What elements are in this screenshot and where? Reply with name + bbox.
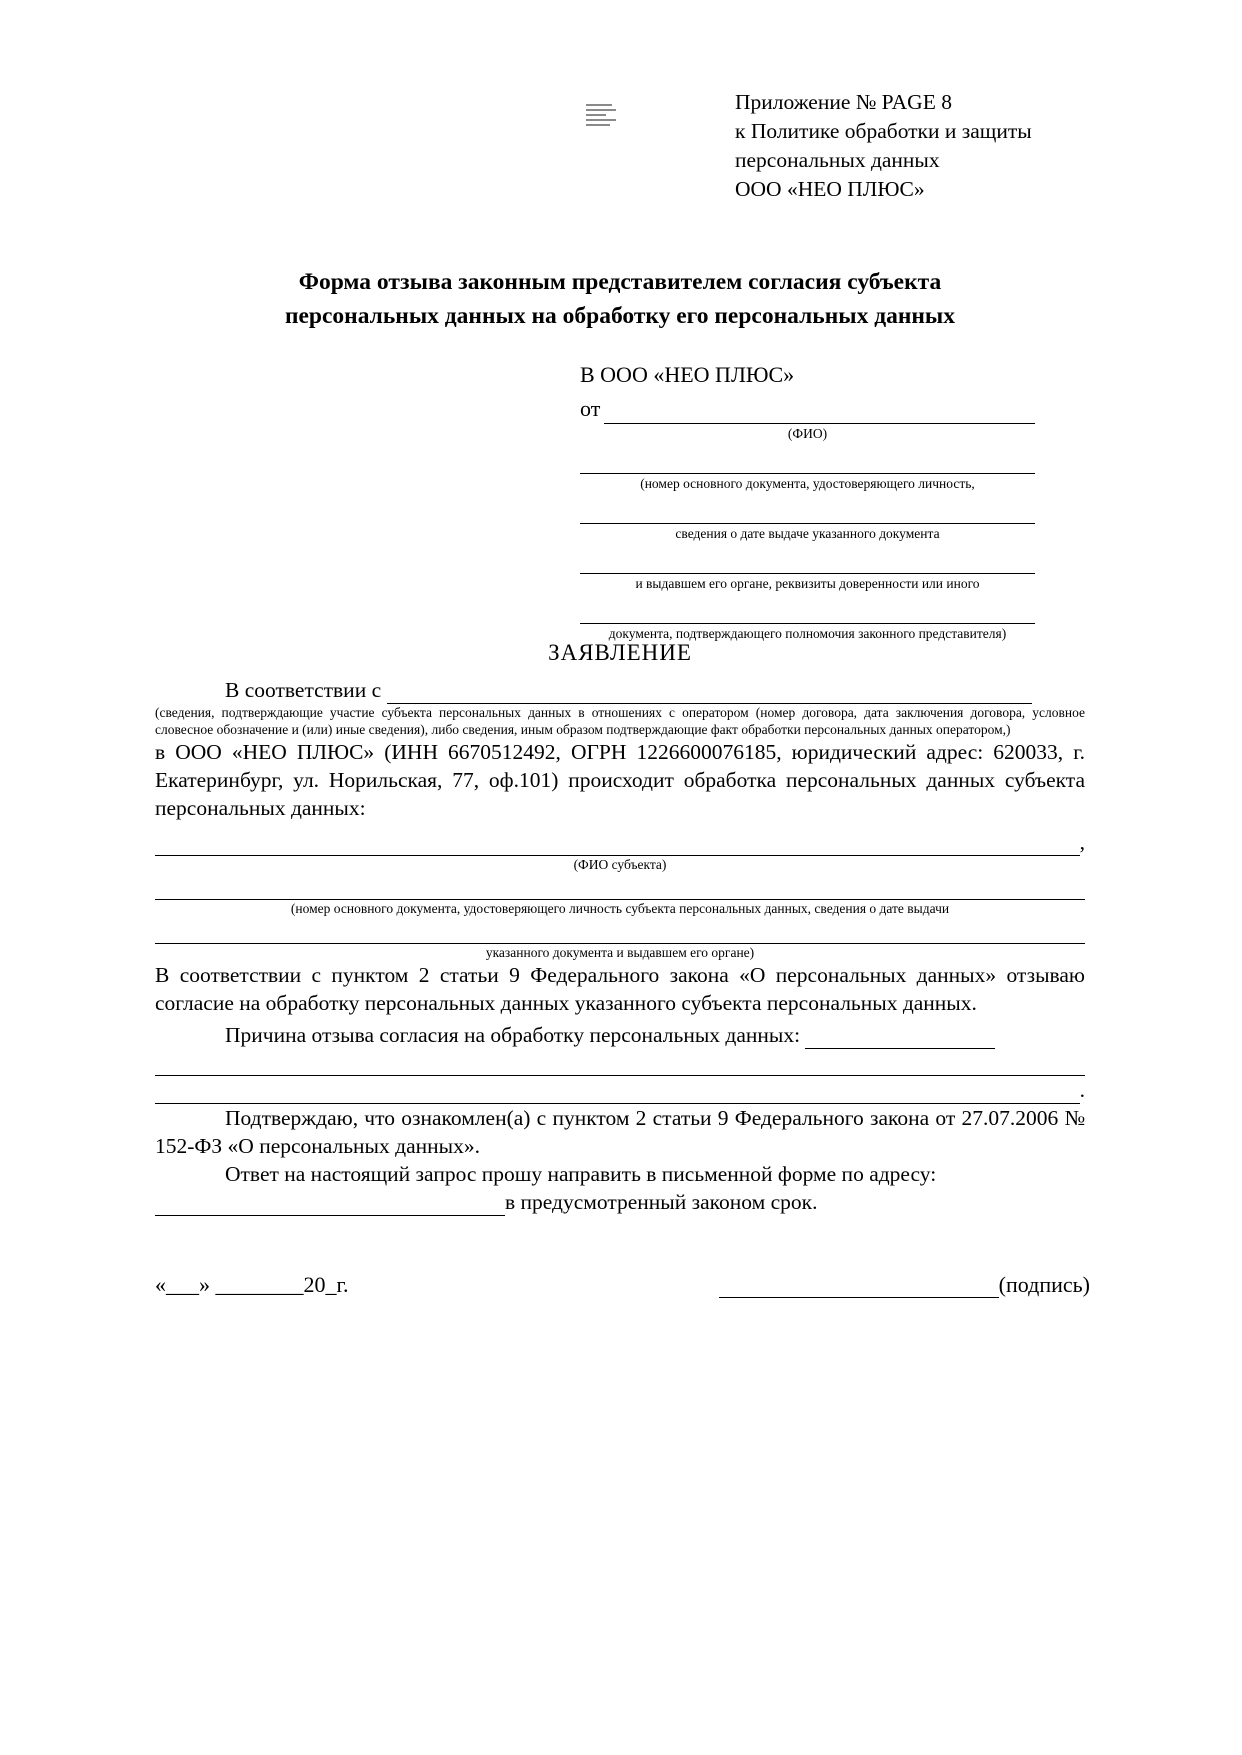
signature-right (719, 1272, 1090, 1298)
signature-block (155, 1272, 1090, 1298)
document-body (155, 676, 1085, 1216)
header-line-policy: к Политике обработки и защиты (735, 119, 1032, 143)
caption-subject-doc-2: указанного документа и выдавшем его органе) (485, 945, 755, 960)
addressee-organization: В ООО «НЕО ПЛЮС» (580, 362, 795, 387)
intro-row (155, 676, 1085, 704)
subject-doc-field[interactable] (155, 873, 1085, 900)
addressee-block (580, 360, 1035, 642)
withdraw-paragraph: В соответствии с пунктом 2 статьи 9 Федерального закона «О персональных данных» отзываю согласие на обработку персональных данных указанного субъекта персональных данных. (155, 963, 1085, 1015)
page-title-line1: Форма отзыва законным представителем согласия субъекта (298, 269, 942, 295)
reason-row (155, 1021, 1085, 1049)
paragraph-mark-icon (586, 104, 620, 130)
intro-field[interactable] (387, 683, 1032, 704)
reason-field-2[interactable] (155, 1049, 1085, 1076)
answer-tail: в предусмотренный законом срок. (505, 1190, 818, 1214)
header-line-personal-data: персональных данных (735, 148, 940, 172)
addressee-from-row (580, 394, 1035, 424)
operator-paragraph: в ООО «НЕО ПЛЮС» (ИНН 6670512492, ОГРН 1226600076185, юридический адрес: 620033, г. Екатеринбург, ул. Норильская, 77, оф.101) происходит обработка персональных данных субъекта персональных данных: (155, 740, 1085, 820)
intro-note: (сведения, подтверждающие участие субъекта персональных данных в отношениях с оператором (номер договора, дата заключения договора, условное словесное обозначение и (или) иные сведения), либо сведения, иным образом подтверждающие факт обработки персональных данных оператором,) (155, 705, 1085, 737)
signature-field[interactable] (719, 1277, 999, 1298)
addressee-doc-issuer-field[interactable] (580, 546, 1035, 574)
intro-label: В соответствии с (225, 678, 382, 702)
reason-end-dot: . (1079, 1078, 1085, 1102)
subject-fio-field[interactable] (155, 835, 1080, 856)
page-title (150, 265, 1090, 333)
addressee-doc-authority-field[interactable] (580, 596, 1035, 624)
answer-address-row (155, 1188, 1085, 1216)
caption-doc-authority: документа, подтверждающего полномочия законного представителя) (608, 626, 1007, 641)
caption-doc-number: (номер основного документа, удостоверяющего личность, (640, 476, 975, 491)
addressee-fio-field[interactable] (604, 401, 1035, 424)
subject-fio-comma: , (1079, 830, 1085, 854)
addressee-doc-date-field[interactable] (580, 496, 1035, 524)
caption-doc-issuer: и выдавшем его органе, реквизиты доверенности или иного (635, 576, 980, 591)
caption-subject-fio: (ФИО субъекта) (573, 857, 667, 872)
page-title-line2: персональных данных на обработку его персональных данных (284, 303, 956, 329)
reason-label: Причина отзыва согласия на обработку персональных данных: (225, 1023, 801, 1047)
document-header (735, 88, 1155, 204)
confirm-paragraph: Подтверждаю, что ознакомлен(а) с пунктом 2 статьи 9 Федерального закона от 27.07.2006 № 152-ФЗ «О персональных данных». (155, 1106, 1085, 1158)
signature-caption: (подпись) (998, 1272, 1090, 1297)
statement-heading: ЗАЯВЛЕНИЕ (548, 640, 692, 665)
caption-subject-doc: (номер основного документа, удостоверяющего личность субъекта персональных данных, сведения о дате выдачи (290, 901, 950, 916)
answer-address-field[interactable] (155, 1195, 505, 1216)
addressee-doc-number-field[interactable] (580, 446, 1035, 474)
caption-fio: (ФИО) (787, 426, 828, 441)
header-line-appendix: Приложение № PAGE 8 (735, 90, 952, 114)
answer-paragraph: Ответ на настоящий запрос прошу направить в письменной форме по адресу: (225, 1162, 937, 1186)
addressee-from-label: от (580, 396, 601, 421)
signature-date[interactable]: «___» ________20_г. (155, 1272, 349, 1297)
subject-doc-field-2[interactable] (155, 917, 1085, 944)
header-line-company: ООО «НЕО ПЛЮС» (735, 177, 925, 201)
caption-doc-date: сведения о дате выдаче указанного документа (675, 526, 940, 541)
reason-field-3[interactable] (155, 1083, 1080, 1104)
reason-field[interactable] (805, 1028, 995, 1049)
